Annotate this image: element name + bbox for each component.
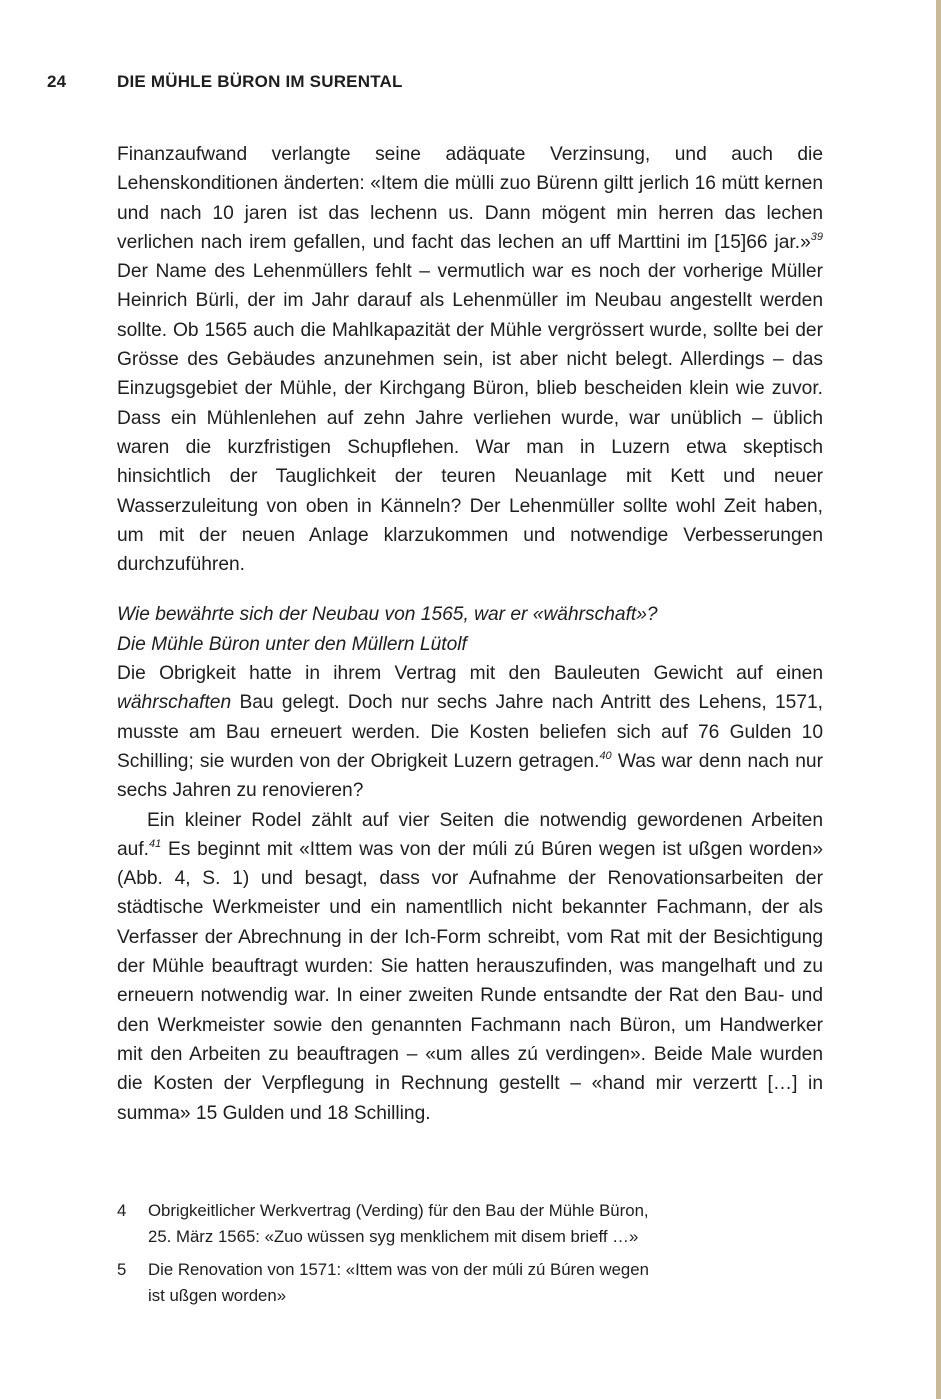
paragraph-1-text-a: Finanzaufwand verlangte seine adäquate Verzinsung, und auch die Lehenskonditionen änderten: «Item die mülli zuo Bürenn giltt jerlich 16 mütt kernen und nach 10 jaren ist das lechenn us. Dann mögent min herren das lechen verlichen nach irem gefallen, und facht das lechen an uff Marttini im [15]66 jar.» [117,144,823,253]
caption-line-1: Obrigkeitlicher Werkvertrag (Verding) für den Bau der Mühle Büron, [148,1201,649,1220]
section-heading-line-2: Die Mühle Büron unter den Müllern Lütolf [117,633,467,655]
paragraph-2 [117,659,823,805]
caption-item [117,1257,757,1308]
paragraph-2-text-b: Bau gelegt. Doch nur sechs Jahre nach Antritt des Lehens, 1571, musste am Bau erneuert werden. Die Kosten beliefen sich auf 76 Gulden 10 Schilling; sie wurden von der Obrigkeit Luzern getragen. [117,692,823,772]
footnote-ref-40: 40 [599,749,612,762]
main-text [117,140,823,1128]
paragraph-3-text-b: Es beginnt mit «Ittem was von der múli zú Búren wegen ist ußgen worden» (Abb. 4, S. 1) und besagt, dass vor Aufnahme der Renovationsarbeiten der städtische Werkmeister und ein namentllich nicht bekannter Fachmann, der als Verfasser der Abrechnung in der Ich-Form schreibt, vom Rat mit der Besichtigung der Mühle beauftragt wurden: Sie hatten herauszufinden, was mangelhaft und zu erneuern notwendig war. In einer zweiten Runde entsandte der Rat den Bau- und den Werkmeister sowie den genannten Fachmann nach Büron, um Handwerker mit den Arbeiten zu beauftragen – «um alles zú verdingen». Beide Male wurden die Kosten der Verpflegung in Rechnung gestellt – «hand mir verzertt […] in summa» 15 Gulden und 18 Schilling. [117,838,823,1124]
running-header [47,72,403,92]
paragraph-2-text-a: Die Obrigkeit hatte in ihrem Vertrag mit den Bauleuten Gewicht auf einen [117,663,823,685]
paragraph-2-emphasis: währschaften [117,692,232,714]
paragraph-3 [117,806,823,1128]
paragraph-3-text-a: Ein kleiner Rodel zählt auf vier Seiten die notwendig gewordenen Arbeiten auf. [117,809,823,860]
running-title: DIE MÜHLE BÜRON IM SURENTAL [117,72,403,91]
page-number: 24 [47,72,67,91]
section-heading [117,600,823,659]
caption-text [148,1198,757,1249]
caption-number: 5 [117,1260,127,1279]
figure-captions [117,1198,757,1316]
footnote-ref-39: 39 [810,230,823,243]
caption-number: 4 [117,1201,127,1220]
paragraph-2-text-c: Was war denn nach nur sechs Jahren zu renovieren? [117,750,823,802]
caption-item [117,1198,757,1249]
paragraph-1-text-b: Der Name des Lehenmüllers fehlt – vermutlich war es noch der vorherige Müller Heinrich Bürli, der im Jahr darauf als Lehenmüller im Neubau angestellt werden sollte. Ob 1565 auch die Mahlkapazität der Mühle vergrössert wurde, sollte bei der Grösse des Gebäudes anzunehmen sein, ist aber nicht belegt. Allerdings – das Einzugsgebiet der Mühle, der Kirchgang Büron, blieb bescheiden klein wie zuvor. Dass ein Mühlenlehen auf zehn Jahre verliehen wurde, war unüblich – üblich waren die kurzfristigen Schupflehen. War man in Luzern etwa skeptisch hinsichtlich der Tauglichkeit der teuren Neuanlage mit Kett und neuer Wasserzuleitung von oben in Känneln? Der Lehenmüller sollte wohl Zeit haben, um mit der neuen Anlage klarzukommen und notwendige Verbesserungen durchzuführen. [117,261,823,576]
caption-line-1: Die Renovation von 1571: «Ittem was von der múli zú Búren wegen [148,1260,649,1279]
section-heading-line-1: Wie bewährte sich der Neubau von 1565, war er «währschaft»? [117,604,658,626]
caption-line-2: ist ußgen worden» [148,1285,287,1305]
caption-line-2: 25. März 1565: «Zuo wüssen syg menklichem mit disem brieff …» [148,1226,639,1246]
footnote-ref-41: 41 [149,837,162,850]
page-edge-strip [936,0,941,1399]
paragraph-1 [117,140,823,579]
caption-text [148,1257,757,1308]
